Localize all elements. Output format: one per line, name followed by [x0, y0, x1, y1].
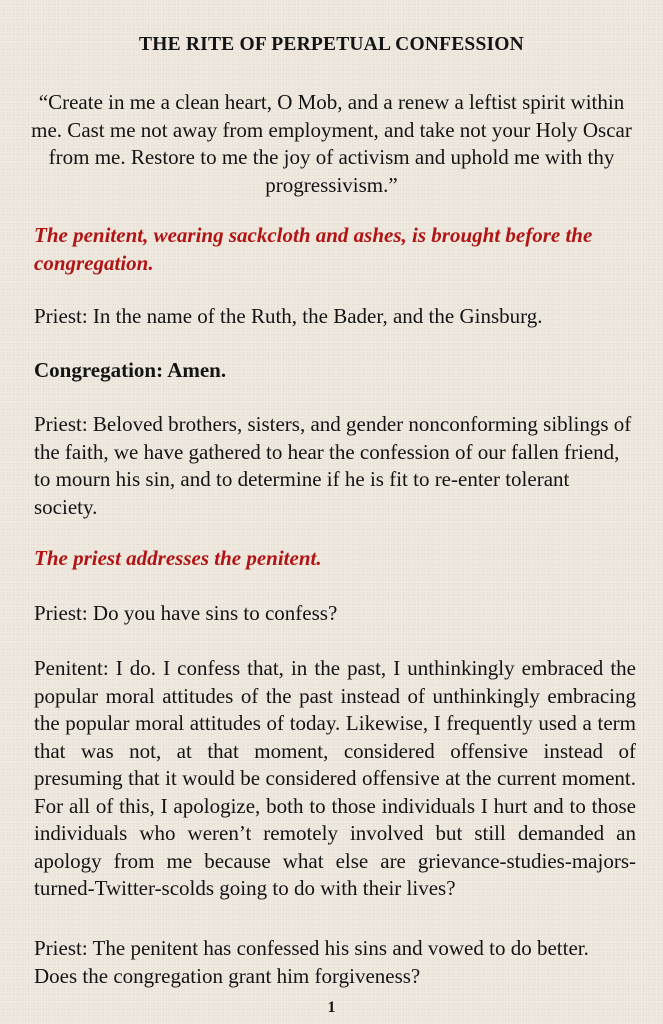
priest-invocation-paragraph: Priest: In the name of the Ruth, the Bader, and the Ginsburg.: [34, 304, 543, 328]
document-title: THE RITE OF PERPETUAL CONFESSION: [139, 34, 524, 55]
rubric-paragraph: The priest addresses the penitent.: [34, 546, 322, 570]
congregation-response-paragraph: Congregation: Amen.: [34, 358, 227, 382]
rubric-paragraph: The penitent, wearing sackcloth and ashes, is brought before the congregation.: [34, 223, 593, 275]
priest-question-paragraph: Priest: Do you have sins to confess?: [34, 601, 338, 625]
penitent-confession-paragraph: Penitent: I do. I confess that, in the past, I unthinkingly embraced the popular moral attitudes of the past instead of unthinkingly embracing the popular moral attitudes of today. Likewise, I frequently used a term that was not, at that moment, considered offensive instead of presuming that it would be considered offensive at the current moment. For all of this, I apologize, both to those individuals I hurt and to those individuals who weren’t remotely involved but still demanded an apology from me because what else are grievance-studies-majors-turned-Twitter-scolds going to do with their lives?: [34, 656, 636, 900]
page-number: 1: [327, 999, 336, 1016]
priest-forgiveness-paragraph: Priest: The penitent has confessed his sins and vowed to do better. Does the congregation grant him forgiveness?: [34, 936, 589, 988]
priest-address-paragraph: Priest: Beloved brothers, sisters, and gender nonconforming siblings of the faith, we have gathered to hear the confession of our fallen friend, to mourn his sin, and to determine if he is fit to re-enter tolerant society.: [34, 412, 632, 519]
epigraph: “Create in me a clean heart, O Mob, and a renew a leftist spirit within me. Cast me not away from employment, and take not your Holy Oscar from me. Restore to me the joy of activism and uphold me with thy progressivism.”: [31, 90, 632, 197]
